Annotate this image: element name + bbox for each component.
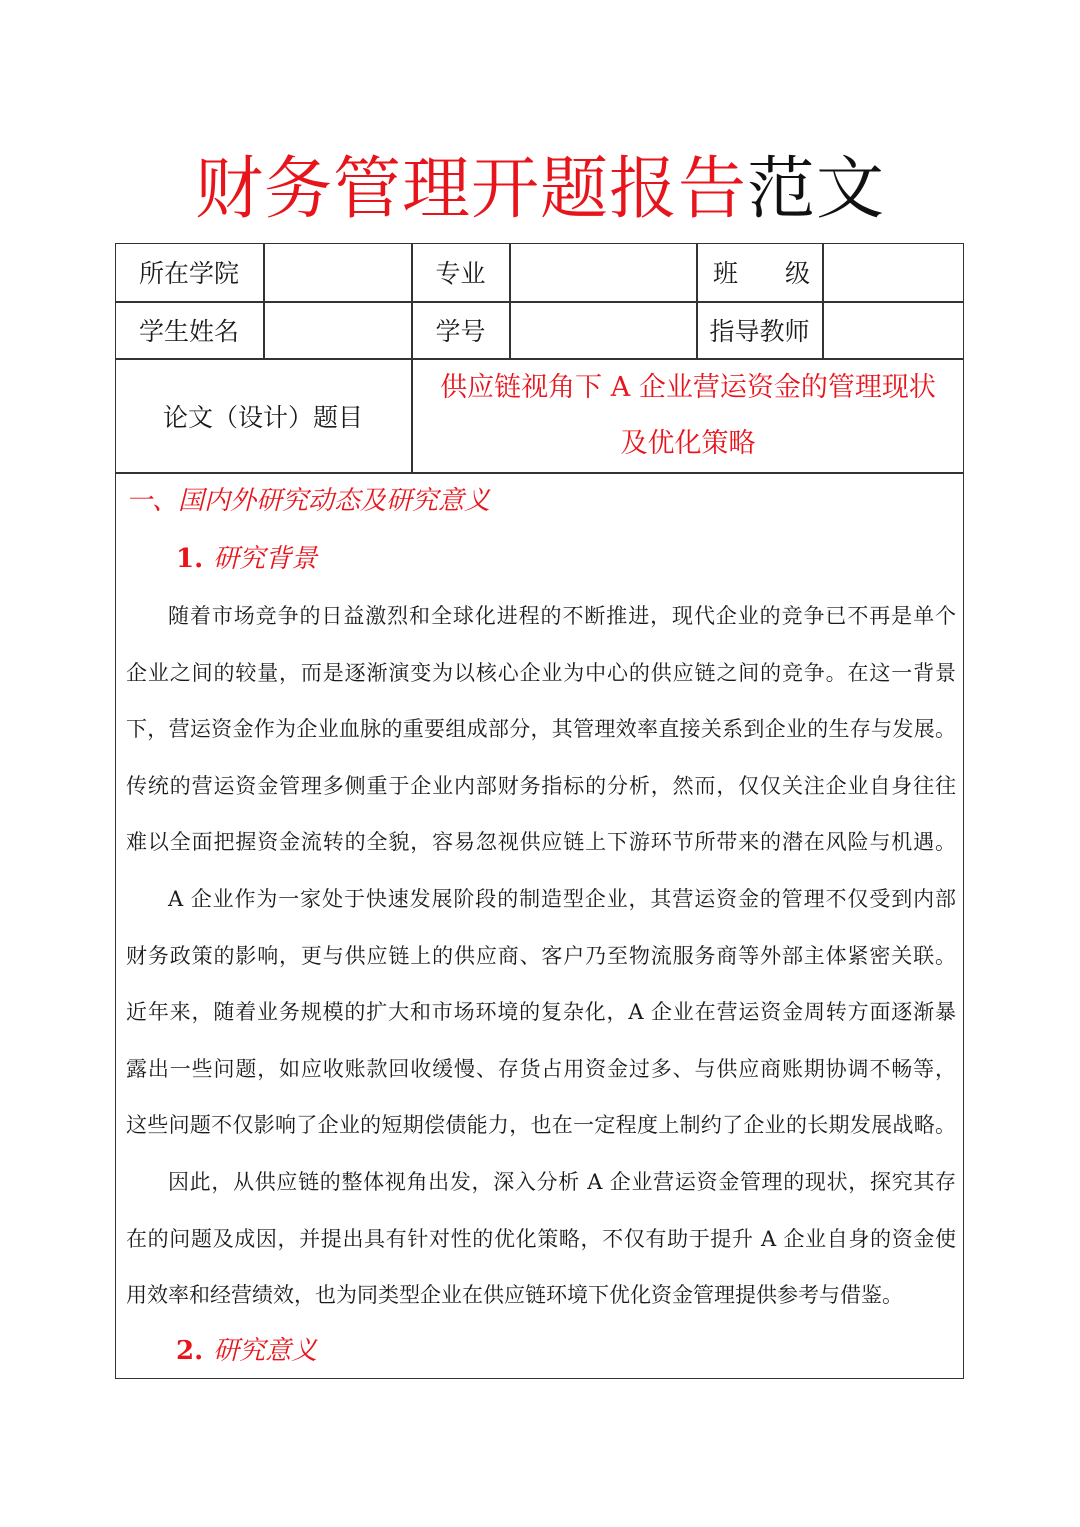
paragraph-line: 难以全面把握资金流转的全貌，容易忽视供应链上下游环节所带来的潜在风险与机遇。 [126, 830, 956, 855]
advisor-label [697, 302, 822, 358]
student-id-label-text: 学号 [435, 317, 486, 346]
section-heading: 一、国内外研究动态及研究意义 [126, 486, 491, 516]
college-label [115, 243, 263, 301]
paragraph-line: 这些问题不仅影响了企业的短期偿债能力，也在一定程度上制约了企业的长期发展战略。 [126, 1113, 956, 1138]
paragraph-line: 用效率和经营绩效，也为同类型企业在供应链环境下优化资金管理提供参考与借鉴。 [126, 1283, 903, 1308]
major-label-text: 专业 [435, 259, 486, 288]
page-title [0, 148, 1080, 232]
advisor-label-text: 指导教师 [709, 317, 810, 346]
title-black-part: 范文 [747, 150, 886, 229]
subsection-title: 研究意义 [213, 1336, 318, 1366]
student-id-label [412, 302, 509, 358]
subsection-title: 研究背景 [213, 544, 318, 574]
major-value[interactable] [510, 243, 696, 301]
thesis-topic-line-2: 及优化策略 [620, 428, 756, 459]
thesis-topic-value [412, 359, 964, 473]
class-label-char-2: 级 [784, 259, 810, 288]
title-red-part: 财务管理开题报告 [194, 150, 747, 229]
college-value[interactable] [264, 243, 411, 301]
paragraph-line: 在的问题及成因，并提出具有针对性的优化策略，不仅有助于提升 A 企业自身的资金使 [126, 1226, 956, 1251]
subsection-number: 1. [176, 544, 204, 574]
thesis-topic-label [115, 359, 411, 472]
class-label-char-1: 班 [713, 259, 739, 288]
student-name-value[interactable] [264, 302, 411, 358]
paragraph-line: 下，营运资金作为企业血脉的重要组成部分，其管理效率直接关系到企业的生存与发展。 [126, 717, 956, 742]
class-value[interactable] [823, 243, 964, 301]
paragraph-line: 近年来，随着业务规模的扩大和市场环境的复杂化，A 企业在营运资金周转方面逐渐暴 [126, 1000, 956, 1025]
college-label-text: 所在学院 [138, 259, 239, 288]
paragraph-3 [126, 1154, 956, 1324]
class-label [697, 243, 822, 301]
paragraph-1 [126, 588, 956, 871]
subsection-heading-background [176, 539, 317, 579]
paragraph-2 [126, 871, 956, 1154]
subsection-number: 2. [176, 1336, 204, 1366]
student-name-label [115, 302, 263, 358]
paragraph-line: 因此，从供应链的整体视角出发，深入分析 A 企业营运资金管理的现状，探究其存 [168, 1170, 956, 1194]
paragraph-line: 露出一些问题，如应收账款回收缓慢、存货占用资金过多、与供应商账期协调不畅等， [126, 1056, 956, 1081]
paragraph-line: 企业之间的较量，而是逐渐演变为以核心企业为中心的供应链之间的竞争。在这一背景 [126, 660, 956, 685]
thesis-topic-line-1: 供应链视角下 A 企业营运资金的管理现状 [440, 372, 936, 403]
major-label [412, 243, 509, 301]
student-name-label-text: 学生姓名 [138, 317, 239, 346]
thesis-topic-label-text: 论文（设计）题目 [162, 402, 363, 432]
advisor-value[interactable] [823, 302, 964, 358]
paragraph-line: 随着市场竞争的日益激烈和全球化进程的不断推进，现代企业的竞争已不再是单个 [168, 604, 956, 628]
paragraph-line: 财务政策的影响，更与供应链上的供应商、客户乃至物流服务商等外部主体紧密关联。 [126, 943, 956, 968]
student-id-value[interactable] [510, 302, 696, 358]
paragraph-line: 传统的营运资金管理多侧重于企业内部财务指标的分析，然而，仅仅关注企业自身往往 [126, 773, 956, 798]
paragraph-line: A 企业作为一家处于快速发展阶段的制造型企业，其营运资金的管理不仅受到内部 [168, 887, 956, 911]
subsection-heading-significance [176, 1331, 317, 1371]
